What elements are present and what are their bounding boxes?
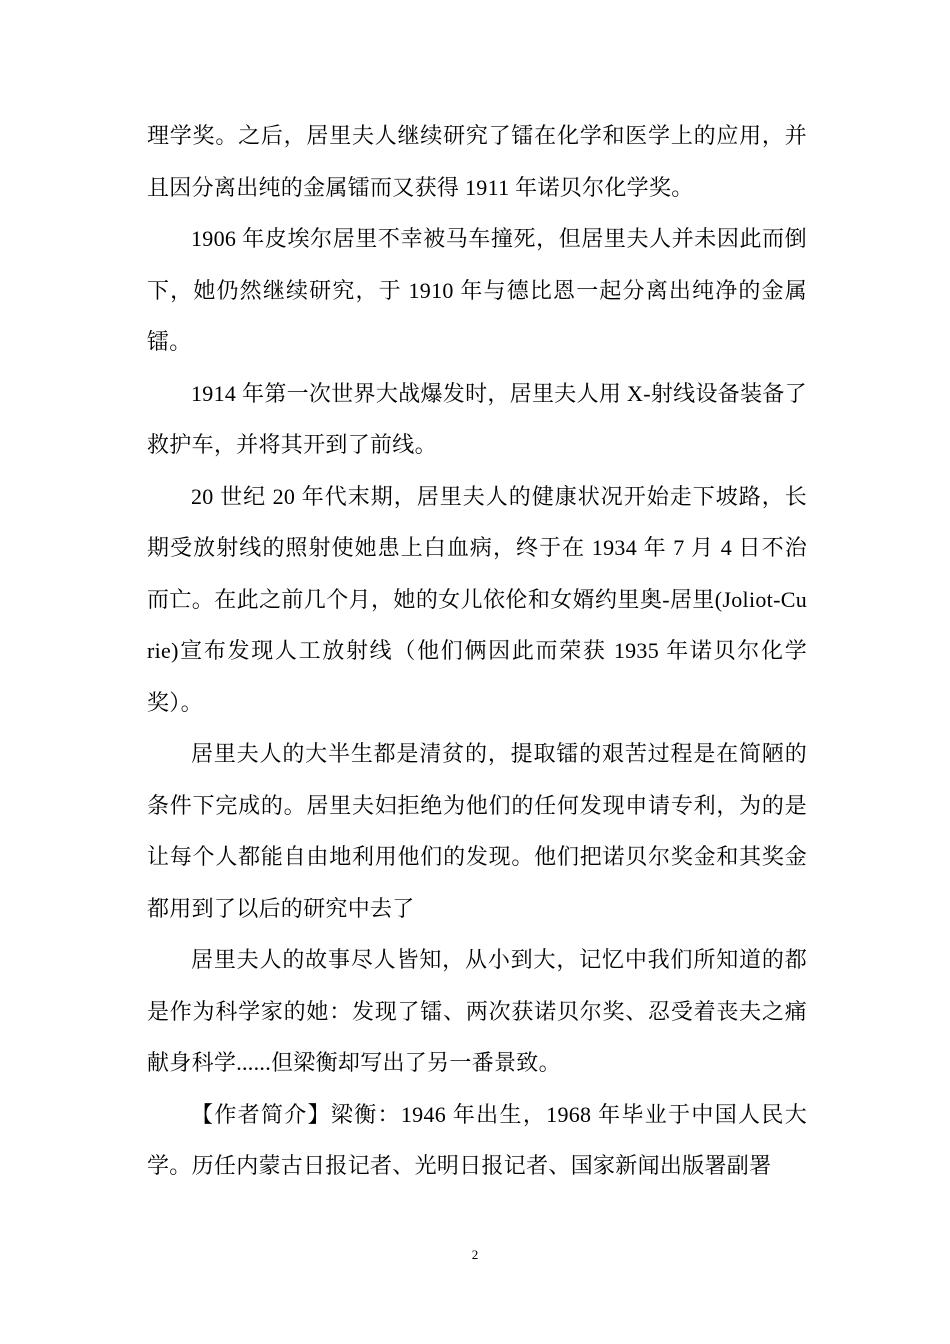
paragraph-6: 居里夫人的故事尽人皆知，从小到大，记忆中我们所知道的都是作为科学家的她：发现了镭、两次获诺贝尔奖、忍受着丧夫之痛献身科学......但梁衡却写出了另一番景致。 (147, 947, 807, 1075)
paragraph-3: 1914 年第一次世界大战爆发时，居里夫人用 X-射线设备装备了救护车，并将其开到了前线。 (147, 380, 807, 457)
paragraph-5: 居里夫人的大半生都是清贫的，提取镭的艰苦过程是在简陋的条件下完成的。居里夫妇拒绝为他们的任何发现申请专利，为的是让每个人都能自由地利用他们的发现。他们把诺贝尔奖金和其奖金都用到了以后的研究中去了 (147, 741, 807, 921)
paragraph-7: 【作者简介】梁衡：1946 年出生，1968 年毕业于中国人民大学。历任内蒙古日报记者、光明日报记者、国家新闻出版署副署 (147, 1101, 807, 1178)
document-body (147, 110, 807, 1192)
paragraph-1: 理学奖。之后，居里夫人继续研究了镭在化学和医学上的应用，并且因分离出纯的金属镭而又获得 1911 年诺贝尔化学奖。 (147, 123, 807, 200)
paragraph-2: 1906 年皮埃尔居里不幸被马车撞死，但居里夫人并未因此而倒下，她仍然继续研究，于 1910 年与德比恩一起分离出纯净的金属镭。 (147, 226, 807, 354)
page-number: 2 (471, 1247, 479, 1262)
paragraph-4: 20 世纪 20 年代末期，居里夫人的健康状况开始走下坡路，长期受放射线的照射使她患上白血病，终于在 1934 年 7 月 4 日不治而亡。在此之前几个月，她的女儿依伦和女婿约里奥-居里(Joliot-Curie)宣布发现人工放射线（他们俩因此而荣获 1935 年诺贝尔化学奖）。 (147, 483, 807, 715)
